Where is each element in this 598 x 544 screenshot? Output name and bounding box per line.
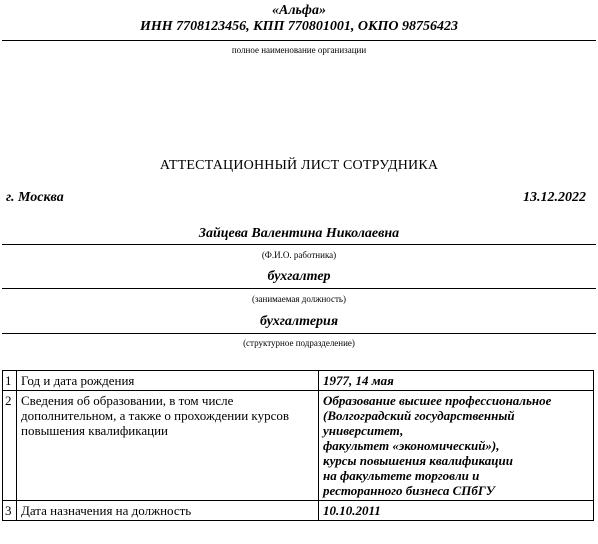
organization-caption: полное наименование организации — [231, 45, 367, 55]
row-value-line: (Волгоградский государственный — [323, 408, 515, 423]
employee-info-table-body — [3, 371, 594, 521]
employee-position-underline — [2, 288, 596, 289]
employee-position-caption: (занимаемая должность) — [251, 294, 347, 304]
row-number: 1 — [3, 371, 17, 391]
employee-name-underline — [2, 244, 596, 245]
table-row — [3, 371, 594, 391]
organization-codes: ИНН 7708123456, КПП 770801001, ОКПО 98756423 — [139, 19, 459, 34]
employee-department-caption: (структурное подразделение) — [243, 338, 355, 348]
row-value-line: университет, — [323, 423, 404, 438]
row-value-line: на факультете торговли и — [323, 468, 480, 483]
employee-position: бухгалтер — [267, 269, 331, 284]
row-number: 2 — [3, 391, 17, 501]
organization-underline — [2, 40, 596, 41]
row-value-line: курсы повышения квалификации — [323, 453, 513, 468]
row-value-line: 10.10.2011 — [323, 503, 381, 518]
row-value — [319, 391, 594, 501]
employee-name: Зайцева Валентина Николаевна — [198, 226, 400, 241]
employee-name-caption: (Ф.И.О. работника) — [261, 250, 337, 260]
row-value — [319, 371, 594, 391]
employee-department: бухгалтерия — [259, 314, 339, 329]
employee-info-table — [2, 370, 594, 521]
row-number: 3 — [3, 501, 17, 521]
row-label: Год и дата рождения — [17, 371, 319, 391]
row-value-line: 1977, 14 мая — [323, 373, 394, 388]
document-city: г. Москва — [6, 190, 64, 205]
row-value-line: Образование высшее профессиональное — [323, 393, 552, 408]
table-row — [3, 501, 594, 521]
document-title: АТТЕСТАЦИОННЫЙ ЛИСТ СОТРУДНИКА — [159, 158, 439, 173]
row-value-line: ресторанного бизнеса СПбГУ — [323, 483, 495, 498]
row-label: Сведения об образовании, в том числе дополнительном, а также о прохождении курсов повышения квалификации — [17, 391, 319, 501]
row-value-line: факультет «экономический»), — [323, 438, 500, 453]
document-date: 13.12.2022 — [523, 190, 586, 205]
organization-name: «Альфа» — [272, 3, 326, 18]
employee-department-underline — [2, 333, 596, 334]
row-value — [319, 501, 594, 521]
row-label: Дата назначения на должность — [17, 501, 319, 521]
table-row — [3, 391, 594, 501]
